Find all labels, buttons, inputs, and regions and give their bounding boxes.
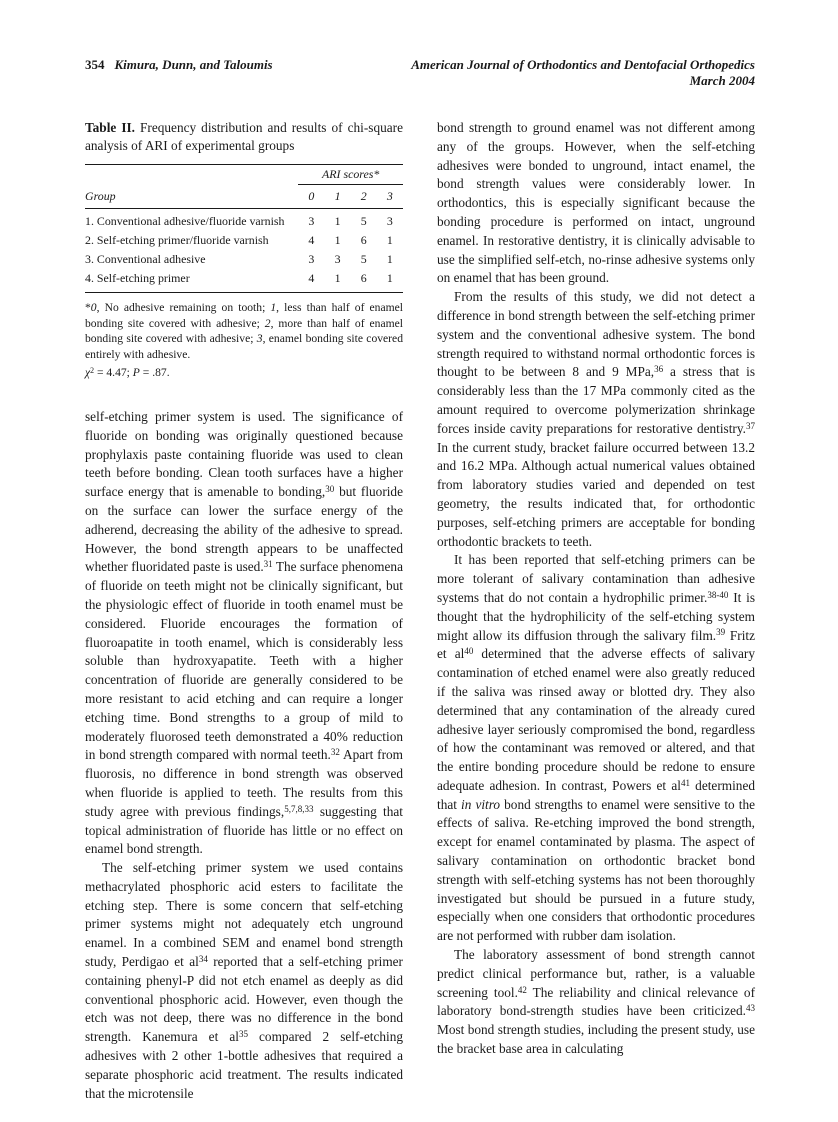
body-paragraph: self-etching primer system is used. The significance of fluoride on bonding was originally questioned because prophylaxis paste containing fluoride was used to clean teeth before bonding. Clean tooth surfaces have a higher surface energy that is amenable to bonding,$^{30}$ but fluoride on the surface can lower the surface energy of the adherend, decreasing the ability of the adhesive to spread. However, the bond strength appears to be unaffected whether fluoridated paste is used.$^{31}$ The surface phenomena of fluoride on teeth might not be clinically significant, but the physiologic effect of fluoride in tooth enamel must be considered. Fluoride encourages the formation of fluoroapatite in tooth enamel, which is considerably less soluble than hydroxyapatite. Teeth with a higher concentration of fluoride are generally considered to be more resistant to acid etching and can require a longer etching time. Bond strengths to a group of mild to moderately fluorosed teeth demonstrated a 40% reduction in bond strength compared with normal teeth.$^{32}$ Apart from fluorosis, no difference in bond strength was observed when fluoride is applied to teeth. The results from this study agree with previous findings,$^{5,7,8,33}$ suggesting that topical administration of fluoride has little or no effect on enamel bond strength. bbox=[85, 408, 403, 857]
issue-date: March 2004 bbox=[689, 73, 755, 88]
score-cell: 3 bbox=[386, 214, 393, 228]
score-cell: 4 bbox=[308, 233, 315, 247]
running-header-right bbox=[411, 57, 755, 89]
col-header-score3: 3 bbox=[377, 185, 403, 209]
body-paragraph: bond strength to ground enamel was not different among any of the groups. However, when the self-etching adhesives were bonded to unground, intact enamel, the bond strength values were considerably lower. In orthodontics, this is especially significant because the bonding procedure is performed on intact, unground enamel. In restorative dentistry, it is clinically advisable to use the simplified self-etch, no-rinse adhesive systems only on enamel that has been ground. bbox=[437, 120, 755, 286]
table-corner-cell bbox=[85, 165, 298, 185]
col-header-score2: 2 bbox=[351, 185, 377, 209]
score-cell: 5 bbox=[360, 252, 367, 266]
score-cell: 1 bbox=[386, 252, 393, 266]
table2-caption-label: Table II. bbox=[85, 120, 135, 135]
table-span-header-row bbox=[85, 165, 403, 185]
ari-scores-span-header: ARI scores* bbox=[298, 165, 403, 185]
table-row bbox=[85, 269, 403, 293]
running-header bbox=[85, 57, 755, 89]
score-cell: 6 bbox=[360, 233, 367, 247]
score-cell: 4 bbox=[308, 271, 315, 285]
table-row bbox=[85, 231, 403, 250]
col-header-score0: 0 bbox=[298, 185, 324, 209]
journal-name: American Journal of Orthodontics and Dentofacial Orthopedics bbox=[411, 57, 755, 72]
table2-chi-square-stats: $\chi^2 = 4.47$; P = .87. bbox=[85, 365, 170, 380]
page-number: 354 bbox=[85, 57, 105, 72]
table2-caption-text: Frequency distribution and results of chi-square analysis of ARI of experimental groups bbox=[85, 120, 403, 153]
body-paragraph: It has been reported that self-etching primers can be more tolerant of salivary contamination than adhesive systems that do not contain a hydrophilic primer.$^{38-40}$ It is thought that the hydrophilicity of the self-etching system might allow its diffusion through the salivary film.$^{39}$ Fritz et $al^{40}$ determined that the adverse effects of salivary contamination of etched enamel were also greatly reduced if the saliva was rinsed away or blotted dry. They also determined that any contamination of the already cured adhesive layer seriously compromised the bond, regardless of how the contaminant was removed or altered, and that the entire bonding procedure should be redone to ensure adequate adhesion. In contrast, Powers et $al^{41}$ determined that in vitro bond strengths to enamel were sensitive to the effects of saliva. Re-etching improved the bond strength, except for enamel contaminated by plasma. The aspect of salivary contamination on orthodontic bracket bond strength with self-etching systems has not been thoroughly investigated but should be pursued in a future study, especially when one considers that orthodontic procedures are not performed with rubber dam isolation. bbox=[437, 552, 756, 944]
group-label: 4. Self-etching primer bbox=[85, 271, 190, 285]
col-header-group: Group bbox=[85, 185, 298, 209]
two-column-body bbox=[85, 119, 755, 1103]
left-column bbox=[85, 119, 403, 1103]
score-cell: 3 bbox=[334, 252, 341, 266]
group-label: 1. Conventional adhesive/fluoride varnish bbox=[85, 214, 285, 228]
score-cell: 1 bbox=[334, 233, 341, 247]
table2-caption bbox=[85, 119, 403, 155]
group-label: 2. Self-etching primer/fluoride varnish bbox=[85, 233, 269, 247]
ari-frequency-table bbox=[85, 164, 403, 293]
running-header-left bbox=[85, 57, 273, 73]
score-cell: 1 bbox=[386, 233, 393, 247]
running-authors: Kimura, Dunn, and Taloumis bbox=[114, 57, 273, 72]
table-row bbox=[85, 250, 403, 269]
score-cell: 3 bbox=[308, 214, 315, 228]
table-column-header-row bbox=[85, 185, 403, 209]
score-cell: 1 bbox=[334, 214, 341, 228]
page-content bbox=[85, 57, 755, 1103]
score-cell: 1 bbox=[334, 271, 341, 285]
right-column bbox=[437, 119, 755, 1103]
table2-block bbox=[85, 119, 403, 381]
group-label: 3. Conventional adhesive bbox=[85, 252, 206, 266]
table2-footnote: *0, No adhesive remaining on tooth; 1, less than half of enamel bonding site covered with adhesive; 2, more than half of enamel bonding site covered with adhesive; 3, enamel bonding site covered entirely with adhesive. bbox=[85, 301, 403, 361]
score-cell: 5 bbox=[360, 214, 367, 228]
score-cell: 6 bbox=[360, 271, 367, 285]
body-paragraph: The self-etching primer system we used contains methacrylated phosphoric acid esters to facilitate the etching step. There is some concern that self-etching primer systems might not adequately etch unground enamel. In a combined SEM and enamel bond strength study, Perdigao et $al^{34}$ reported that a self-etching primer containing phenyl-P did not etch enamel as deeply as did conventional phosphoric acid. However, even though the etch was not deep, there was no difference in the bond strength. Kanemura et $al^{35}$ compared 2 self-etching adhesives with 2 other 1-bottle adhesives that required a separate phosphoric acid treatment. The results indicated that the microtensile bbox=[85, 860, 404, 1101]
body-paragraph: The laboratory assessment of bond strength cannot predict clinical performance but, rather, is a valuable screening tool.$^{42}$ The reliability and clinical relevance of laboratory bond-strength studies have been criticized.$^{43}$ Most bond strength studies, including the present study, use the bracket base area in calculating bbox=[437, 947, 755, 1057]
score-cell: 1 bbox=[386, 271, 393, 285]
table-row bbox=[85, 209, 403, 232]
score-cell: 3 bbox=[308, 252, 315, 266]
body-paragraph: From the results of this study, we did not detect a difference in bond strength between the self-etching primer system and the conventional adhesive system. The bond strength required to withstand normal orthodontic forces is thought to be between 8 and 9 MPa,$^{36}$ a stress that is considerably less than the 17 MPa commonly cited as the amount required to overcome polymerization shrinkage forces inside cavity preparations for restorative dentistry.$^{37}$ In the current study, bracket failure occurred between 13.2 and 16.2 MPa. Although actual numerical values obtained from laboratory studies varied and depended on test geometry, the results indicated that, for orthodontic purposes, self-etching primers are acceptable for bonding orthodontic brackets to teeth. bbox=[437, 289, 755, 549]
col-header-score1: 1 bbox=[324, 185, 350, 209]
